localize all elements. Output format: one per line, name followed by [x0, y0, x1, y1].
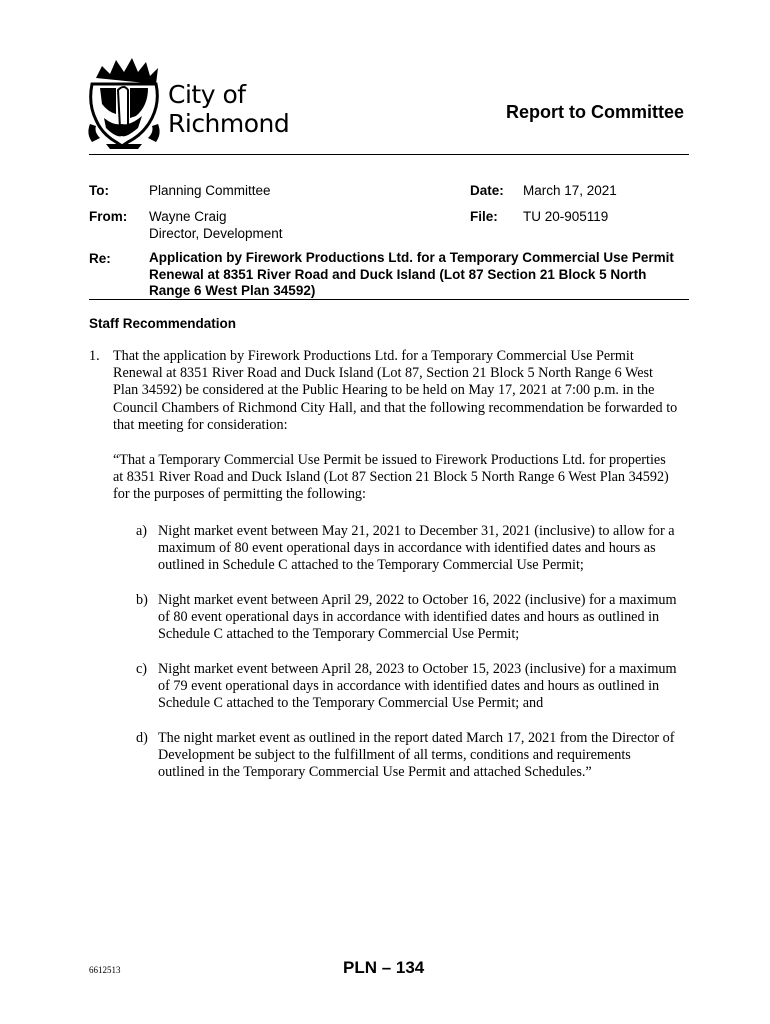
- file-label: File:: [470, 209, 498, 224]
- recommendation-text: That the application by Firework Productions Ltd. for a Temporary Commercial Use Permit Renewal at 8351 River Road and Duck Island (Lot 87, Section 21 Block 5 North Range 6 West Plan 34592) be considered at the Public Hearing to be held on May 17, 2021 at 7:00 p.m. in the Council Chambers of Richmond City Hall, and that the following recommendation be forwarded to that meeting for consideration:: [113, 348, 678, 433]
- sub-item-marker: d): [136, 730, 148, 746]
- report-title: Report to Committee: [505, 102, 684, 122]
- sub-item-text: The night market event as outlined in the report dated March 17, 2021 from the Director of Development be subject to the fulfillment of all terms, conditions and requirements outlined in the Temporary Commercial Use Permit and attached Schedules.”: [158, 730, 675, 781]
- section-heading: Staff Recommendation: [89, 316, 237, 331]
- to-value: Planning Committee: [149, 183, 271, 198]
- file-value: TU 20-905119: [523, 209, 609, 224]
- city-logo: [86, 54, 326, 154]
- to-label: To:: [89, 183, 109, 198]
- date-value: March 17, 2021: [523, 183, 617, 198]
- from-label: From:: [89, 209, 128, 224]
- re-subject: Application by Firework Productions Ltd. for a Temporary Commercial Use Permit Renewal at 8351 River Road and Duck Island (Lot 87 Section 21 Block 5 North Range 6 West Plan 34592): [149, 250, 674, 298]
- subject-divider: [89, 299, 689, 300]
- city-crest-icon: [86, 54, 164, 150]
- sub-item-marker: c): [136, 661, 148, 677]
- from-name: Wayne Craig: [149, 209, 227, 224]
- sub-item-text: Night market event between April 28, 2023 to October 15, 2023 (inclusive) for a maximum of 79 event operational days in accordance with identified dates and hours as outlined in Schedule C attached to the Temporary Commercial Use Permit; and: [158, 661, 677, 712]
- re-label: Re:: [89, 251, 111, 266]
- sub-item-marker: b): [136, 592, 148, 608]
- header-divider: [89, 154, 689, 155]
- page-label: PLN – 134: [343, 958, 425, 977]
- date-label: Date:: [470, 183, 504, 198]
- recommendation-number: 1.: [89, 348, 100, 364]
- logo-line-1: City of: [168, 80, 246, 109]
- sub-item-text: Night market event between April 29, 2022 to October 16, 2022 (inclusive) for a maximum of 80 event operational days in accordance with identified dates and hours as outlined in Schedule C attached to the Temporary Commercial Use Permit;: [158, 592, 677, 643]
- document-number: 6612513: [89, 965, 121, 975]
- from-title: Director, Development: [149, 226, 283, 241]
- sub-item-text: Night market event between May 21, 2021 to December 31, 2021 (inclusive) to allow for a maximum of 80 event operational days in accordance with identified dates and hours as outlined in Schedule C attached to the Temporary Commercial Use Permit;: [158, 523, 675, 574]
- sub-item-marker: a): [136, 523, 148, 539]
- logo-line-2: Richmond: [168, 109, 290, 138]
- recommendation-quote: “That a Temporary Commercial Use Permit be issued to Firework Productions Ltd. for properties at 8351 River Road and Duck Island (Lot 87 Section 21 Block 5 North Range 6 West Plan 34592) for the purposes of permitting the following:: [113, 452, 669, 503]
